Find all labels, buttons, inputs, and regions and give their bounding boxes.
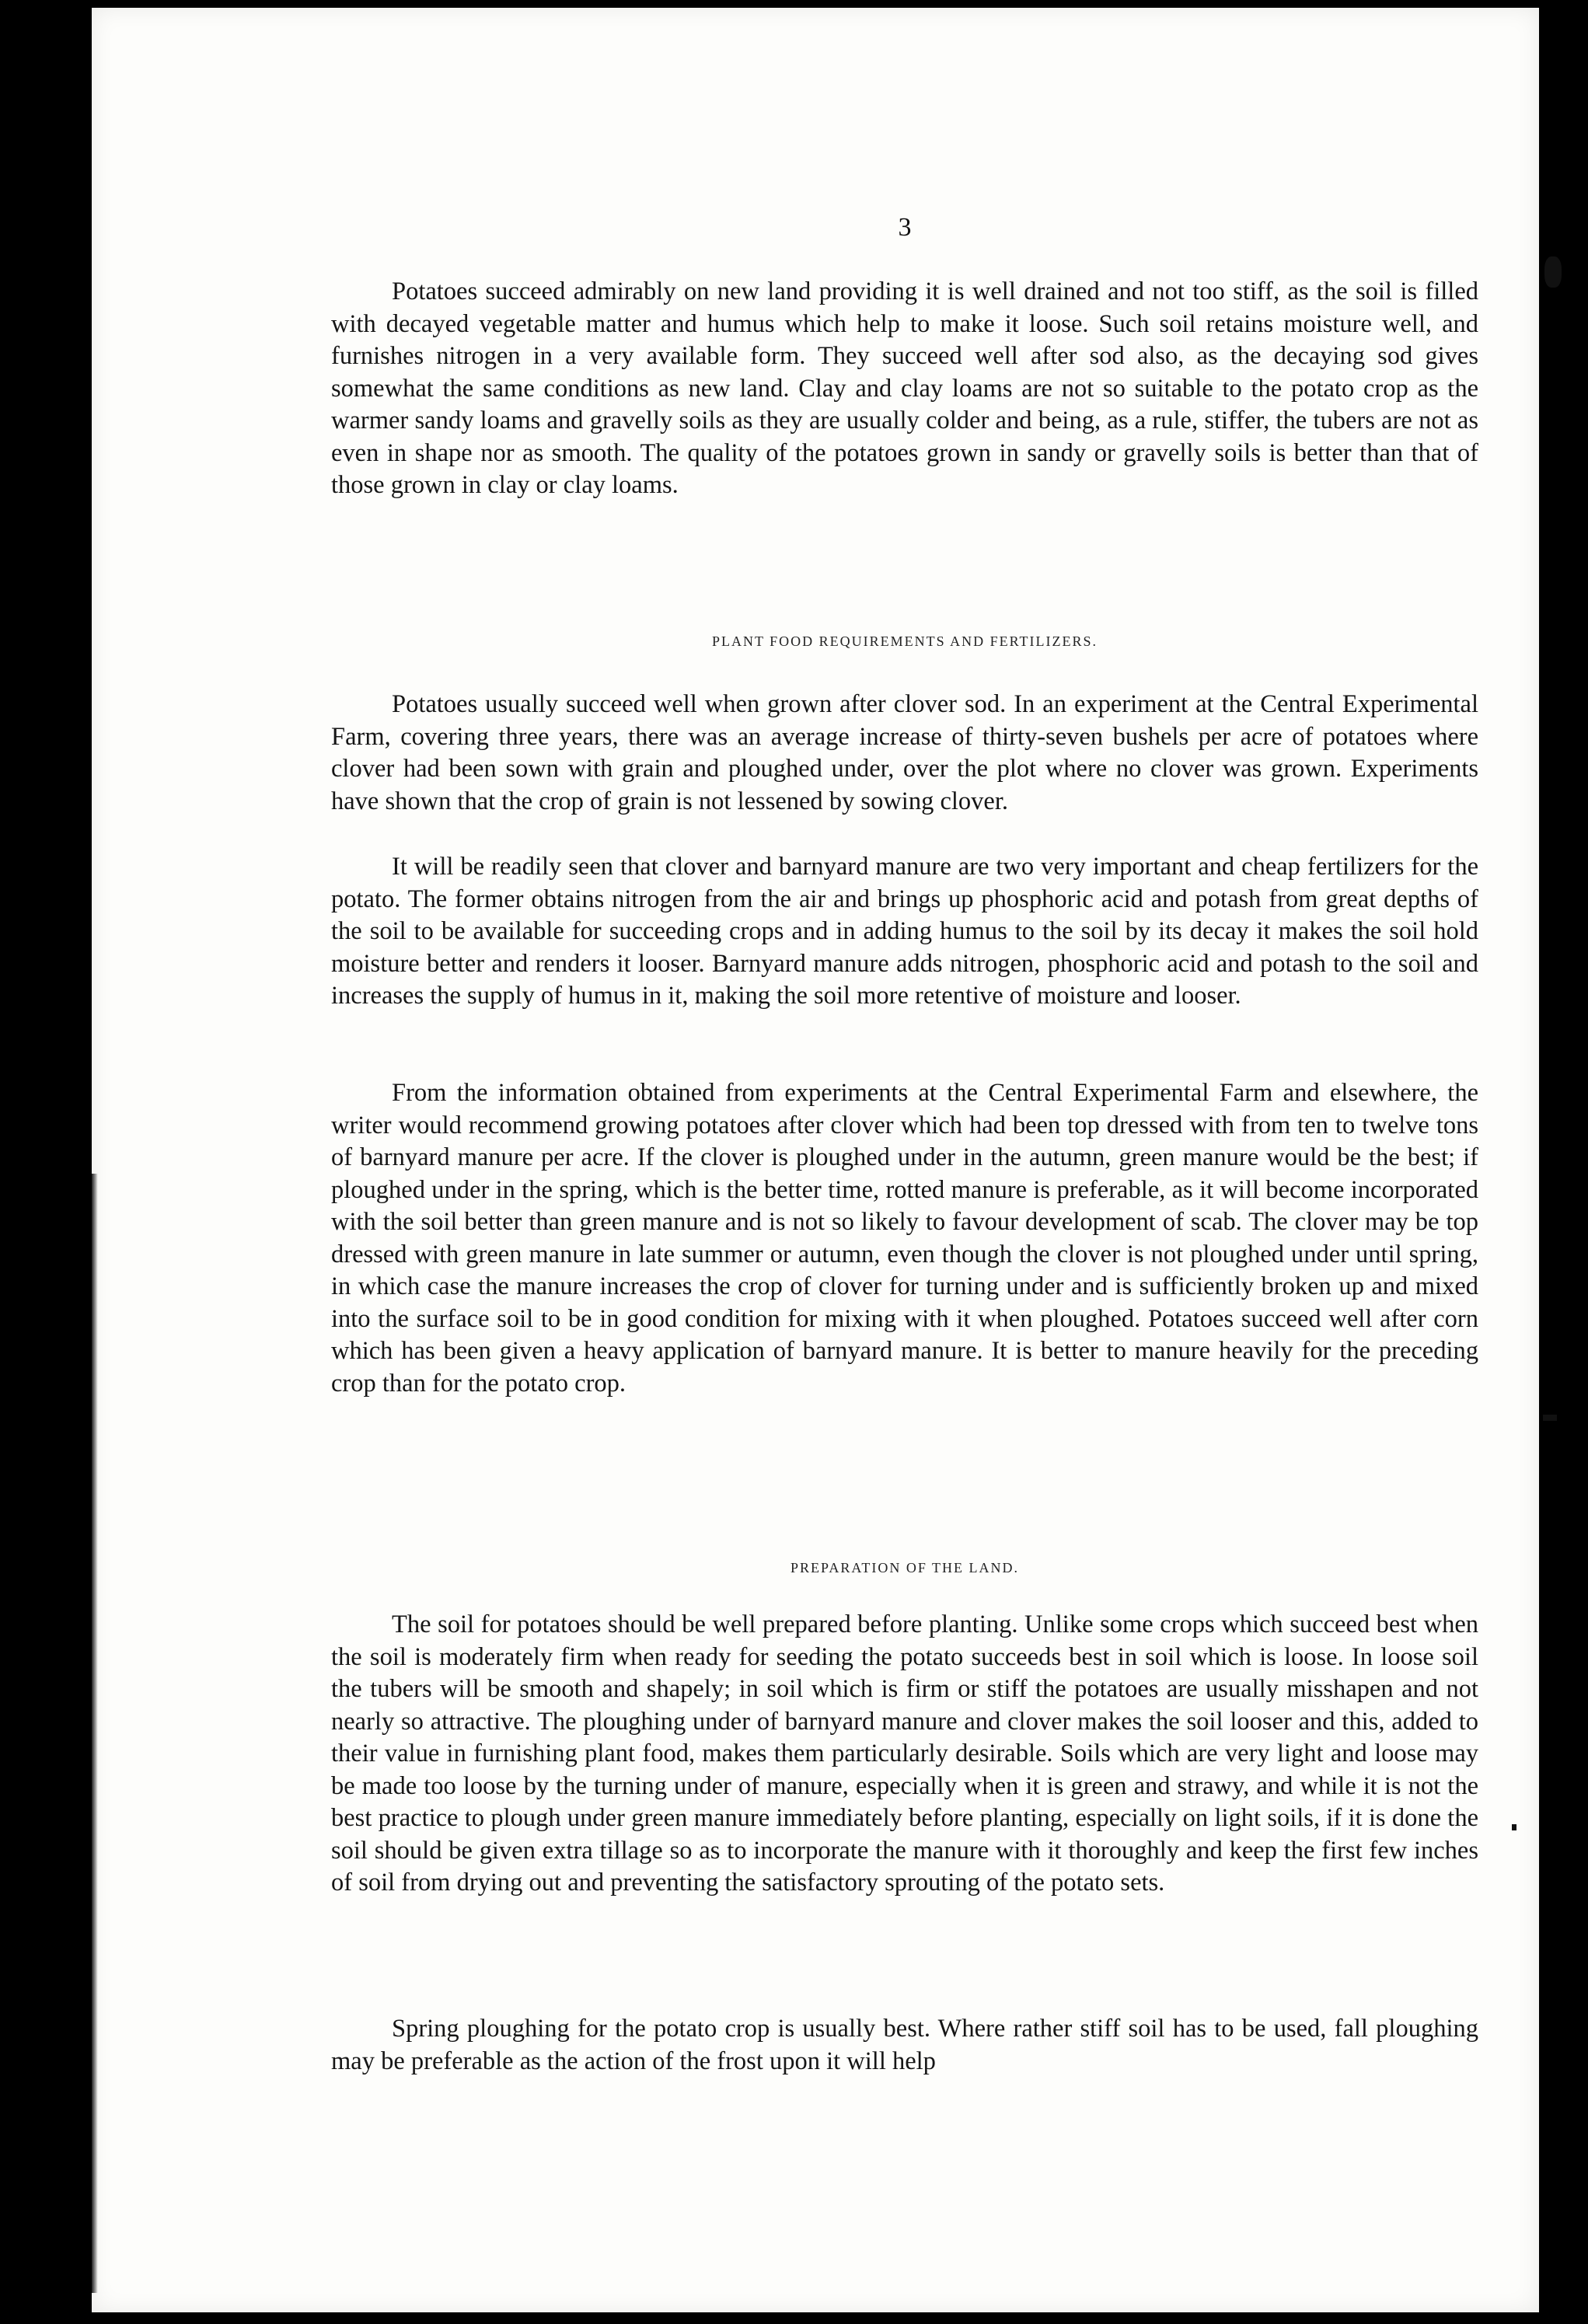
section-heading: PLANT FOOD REQUIREMENTS AND FERTILIZERS. [711,633,1098,649]
paragraph: From the information obtained from experiments at the Central Experimental Farm and elsewhere, the writer would recommend growing potatoes after clover which had been top dressed with from ten to twelve tons of barnyard manure per acre. If the clover is ploughed under in the autumn, green manure would be the best; if ploughed under in the spring, which is the better time, rotted manure is preferable, as it will become incorporated with the soil better than green manure and is not so likely to favour development of scab. The clover may be top dressed with green manure in late summer or autumn, even though the clover is not ploughed under until spring, in which case the manure increases the crop of clover for turning under and is sufficiently broken up and mixed into the surface soil to be in good condition for mixing with it when ploughed. Potatoes succeed well after corn which has been given a heavy application of barnyard manure. It is better to manure heavily for the preceding crop than for the potato crop. [331,1079,1478,1398]
paragraph: Spring ploughing for the potato crop is usually best. Where rather stiff soil has to be used, fall ploughing may be preferable as the action of the frost upon it will help [331,2015,1478,2075]
scanned-page [92,8,1539,2312]
page-number: 3 [898,213,912,242]
paragraph: It will be readily seen that clover and barnyard manure are two very important and cheap fertilizers for the potato. The former obtains nitrogen from the air and brings up phosphoric acid and potash from great depths of the soil to be available for succeeding crops and in adding humus to the soil by its decay it makes the soil hold moisture better and renders it looser. Barnyard manure adds nitrogen, phosphoric acid and potash to the soil and increases the supply of humus in it, making the soil more retentive of moisture and looser. [331,853,1478,1010]
section-heading: PREPARATION OF THE LAND. [790,1560,1020,1576]
scan-mark-right [1512,1824,1516,1830]
scan-mark-right [1544,256,1562,288]
paragraph: Potatoes succeed admirably on new land providing it is well drained and not too stiff, as the soil is filled with decayed vegetable matter and humus which help to make it loose. Such soil retains moisture well, and furnishes nitrogen in a very available form. They succeed well after sod also, as the decaying sod gives somewhat the same conditions as new land. Clay and clay loams are not so suitable to the potato crop as the warmer sandy loams and gravelly soils as they are usually colder and being, as a rule, stiffer, the tubers are not as even in shape nor as smooth. The quality of the potatoes grown in sandy or gravelly soils is better than that of those grown in clay or clay loams. [331,277,1478,499]
scan-mark-right [1543,1415,1557,1421]
binding-edge [92,1174,98,2293]
paragraph: The soil for potatoes should be well prepared before planting. Unlike some crops which succeed best when the soil is moderately firm when ready for seeding the potato succeeds best in soil which is loose. In loose soil the tubers will be smooth and shapely; in soil which is firm or stiff the potatoes are usually misshapen and not nearly so attractive. The ploughing under of barnyard manure and clover makes the soil looser and this, added to their value in furnishing plant food, makes them particularly desirable. Soils which are very light and loose may be made too loose by the turning under of manure, especially when it is green and strawy, and while it is not the best practice to plough under green manure immediately before planting, especially on light soils, if it is done the soil should be given extra tillage so as to incorporate the manure with it thoroughly and keep the first few inches of soil from drying out and preventing the satisfactory sprouting of the potato sets. [331,1610,1478,1897]
paragraph: Potatoes usually succeed well when grown after clover sod. In an experiment at the Central Experimental Farm, covering three years, there was an average increase of thirty-seven bushels per acre of potatoes where clover had been sown with grain and ploughed under, over the plot where no clover was grown. Experiments have shown that the crop of grain is not lessened by sowing clover. [331,690,1478,815]
